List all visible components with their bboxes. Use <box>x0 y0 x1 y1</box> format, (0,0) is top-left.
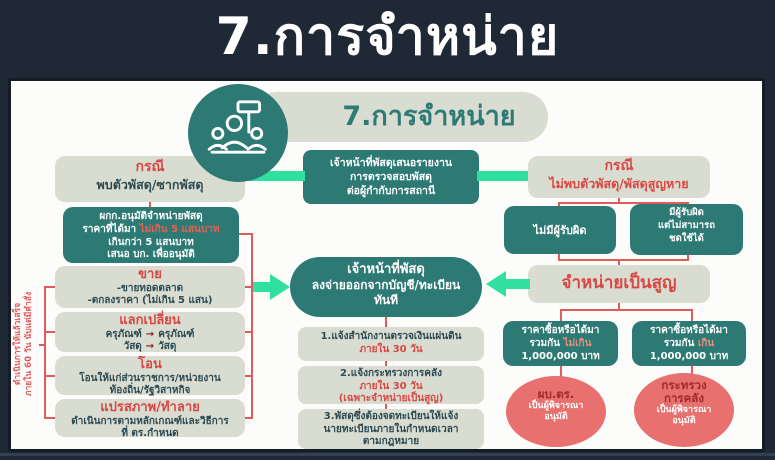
bottom-edge-highlight <box>0 453 775 456</box>
connector-line <box>46 417 55 419</box>
approve-line: เสนอ บก. เพื่ออนุมัติ <box>107 249 195 261</box>
liable-cannot-pay-box <box>630 204 743 255</box>
report-line: ต่อผู้กำกับการสถานี <box>346 185 436 198</box>
approve-line-highlight: ไม่เกิน 5 แสนบาท <box>139 223 220 235</box>
approver-title: การคลัง <box>664 391 704 406</box>
price-prefix: รวมกัน <box>529 338 564 349</box>
connector-line <box>251 233 253 419</box>
writeoff-action-box <box>290 257 482 317</box>
case-missing-subtitle: ไม่พบตัวพัสดุ/พัสดุสูญหาย <box>549 176 689 192</box>
exchange-item: วัสดุ <box>158 340 177 352</box>
approve-line <box>63 224 239 237</box>
convert-destroy-box <box>55 399 245 437</box>
arrow-left-rail-to-action-icon <box>253 274 290 300</box>
connector-line <box>558 259 689 261</box>
case-found-subtitle: พบตัวพัสดุ/ซากพัสดุ <box>96 177 204 193</box>
connector-line <box>44 286 46 419</box>
dispose-as-loss-box: จำหน่ายเป็นสูญ <box>528 265 710 303</box>
connector-line <box>46 331 55 333</box>
approver-line: เป็นผู้พิจารณา <box>528 401 584 412</box>
finance-ministry-approver-circle <box>634 373 734 447</box>
exchange-method-box <box>55 312 245 352</box>
connector-line <box>245 286 251 288</box>
report-line: เจ้าหน้าที่พัสดุเสนอรายงาน <box>329 157 453 169</box>
approve-line-prefix: ราคาที่ได้มา <box>82 223 140 235</box>
price-under-million-box <box>503 321 618 366</box>
topic-circle <box>188 84 288 182</box>
approve-line: ผกก.อนุมัติจำหน่ายพัสดุ <box>99 211 203 222</box>
step-line: นายทะเบียนภายในกำหนดเวลา <box>323 423 459 435</box>
page-title: 7.การจำหน่าย <box>215 7 560 67</box>
liable-line: มีผู้รับผิด <box>669 207 704 218</box>
exchange-row <box>55 329 245 341</box>
price-line <box>632 337 746 350</box>
price-prefix: รวมกัน <box>663 338 698 349</box>
deadline-note-line: ภายใน 60 วัน นับแต่มีคำสั่ง <box>23 291 34 397</box>
case-missing-box <box>528 156 710 198</box>
connector-line <box>245 331 251 333</box>
exchange-row <box>55 341 245 353</box>
arrow-shaft <box>504 279 530 289</box>
topic-title: 7.การจำหน่าย <box>342 101 516 132</box>
exchange-title: แลกเปลี่ยน <box>119 313 181 328</box>
step-note: (เฉพาะจำหน่ายเป็นสูญ) <box>338 393 444 404</box>
connector-line <box>245 375 251 377</box>
step-deadline: ภายใน 30 วัน <box>359 380 423 392</box>
report-box <box>303 150 479 204</box>
action-line: เจ้าหน้าที่พัสดุ <box>347 262 425 277</box>
sell-method-box <box>55 266 245 308</box>
approver-line: อนุมัติ <box>544 412 568 423</box>
action-line: ทันที <box>373 293 399 308</box>
liable-line: แต่ไม่สามารถ <box>658 219 715 231</box>
convert-line: ดำเนินการตามหลักเกณฑ์และวิธีการ <box>71 415 229 427</box>
exchange-item: วัสดุ <box>123 340 142 352</box>
step-line: 3.พัสดุซึ่งต้องจดทะเบียนให้แจ้ง <box>323 411 459 422</box>
exchange-arrow-icon: → <box>145 340 155 352</box>
liable-line: ชดใช้ได้ <box>669 232 704 244</box>
deadline-note-line: ดำเนินการให้แล้วเสร็จ <box>13 302 23 386</box>
convert-line: ที่ ตร.กำหนด <box>121 427 179 439</box>
exchange-item: ครุภัณฑ์ <box>158 328 195 340</box>
connector-line <box>39 344 44 346</box>
approver-line: เป็นผู้พิจารณา <box>656 405 712 416</box>
approver-title: กระทรวง <box>661 378 707 392</box>
price-amount: 1,000,000 บาท <box>521 351 600 362</box>
action-line: ลงจ่ายออกจากบัญชี/ทะเบียน <box>311 278 461 293</box>
notify-audit-office-box <box>298 327 484 361</box>
price-highlight: เกิน <box>697 338 715 349</box>
sell-line: -ตกลงราคา (ไม่เกิน 5 แสน) <box>87 294 213 306</box>
convert-title: แปรสภาพ/ทำลาย <box>100 400 200 415</box>
price-amount: 1,000,000 บาท <box>649 351 729 362</box>
price-line <box>503 337 618 350</box>
step-main: 1.แจ้งสำนักงานตรวจเงินแผ่นดิน <box>320 331 462 342</box>
notify-registrar-box <box>298 409 484 449</box>
connector-line <box>385 317 387 327</box>
notify-finance-ministry-box <box>298 366 484 404</box>
arrow-head <box>270 274 290 300</box>
police-chief-approver-circle <box>506 376 606 447</box>
price-line: ราคาซื้อหรือได้มา <box>521 325 600 336</box>
step-deadline: ภายใน 30 วัน <box>359 343 423 355</box>
approver-title: ผบ.ตร. <box>537 387 575 401</box>
approve-line: เกินกว่า 5 แสนบาท <box>108 236 194 248</box>
transfer-method-box <box>55 356 245 395</box>
connector-line <box>560 309 693 311</box>
transfer-title: โอน <box>138 357 162 372</box>
connector-line <box>46 286 55 288</box>
deadline-note <box>13 274 39 414</box>
report-line: การตรวจสอบพัสดุ <box>350 171 432 184</box>
connector-line <box>239 233 251 235</box>
sell-title: ขาย <box>138 267 162 282</box>
approver-line: อนุมัติ <box>672 416 696 427</box>
step-main: 2.แจ้งกระทรวงการคลัง <box>340 368 442 379</box>
superintendent-approve-box <box>63 207 239 263</box>
topic-pill <box>252 92 548 142</box>
sell-line: -ขายทอดตลาด <box>116 282 184 294</box>
step-line: ตามกฎหมาย <box>362 436 420 447</box>
price-line: ราคาซื้อหรือได้มา <box>650 325 728 336</box>
case-found-title: กรณี <box>135 159 165 175</box>
connector-line <box>245 417 251 419</box>
arrow-head <box>486 271 506 297</box>
price-over-million-box <box>632 321 746 366</box>
exchange-arrow-icon: → <box>145 328 155 340</box>
transfer-line: โอนให้แก่ส่วนราชการ/หน่วยงาน <box>79 372 221 384</box>
arrow-shaft <box>253 282 272 292</box>
arrow-dispose-to-action-icon <box>486 271 530 297</box>
no-liable-person-box <box>504 206 616 254</box>
transfer-line: ท้องถิ่น/รัฐวิสาหกิจ <box>109 384 191 396</box>
case-missing-title: กรณี <box>604 158 634 174</box>
price-highlight: ไม่เกิน <box>563 338 592 349</box>
exchange-item: ครุภัณฑ์ <box>105 328 142 340</box>
no-liable-line: ไม่มีผู้รับผิด <box>533 224 587 237</box>
connector-line <box>46 375 55 377</box>
